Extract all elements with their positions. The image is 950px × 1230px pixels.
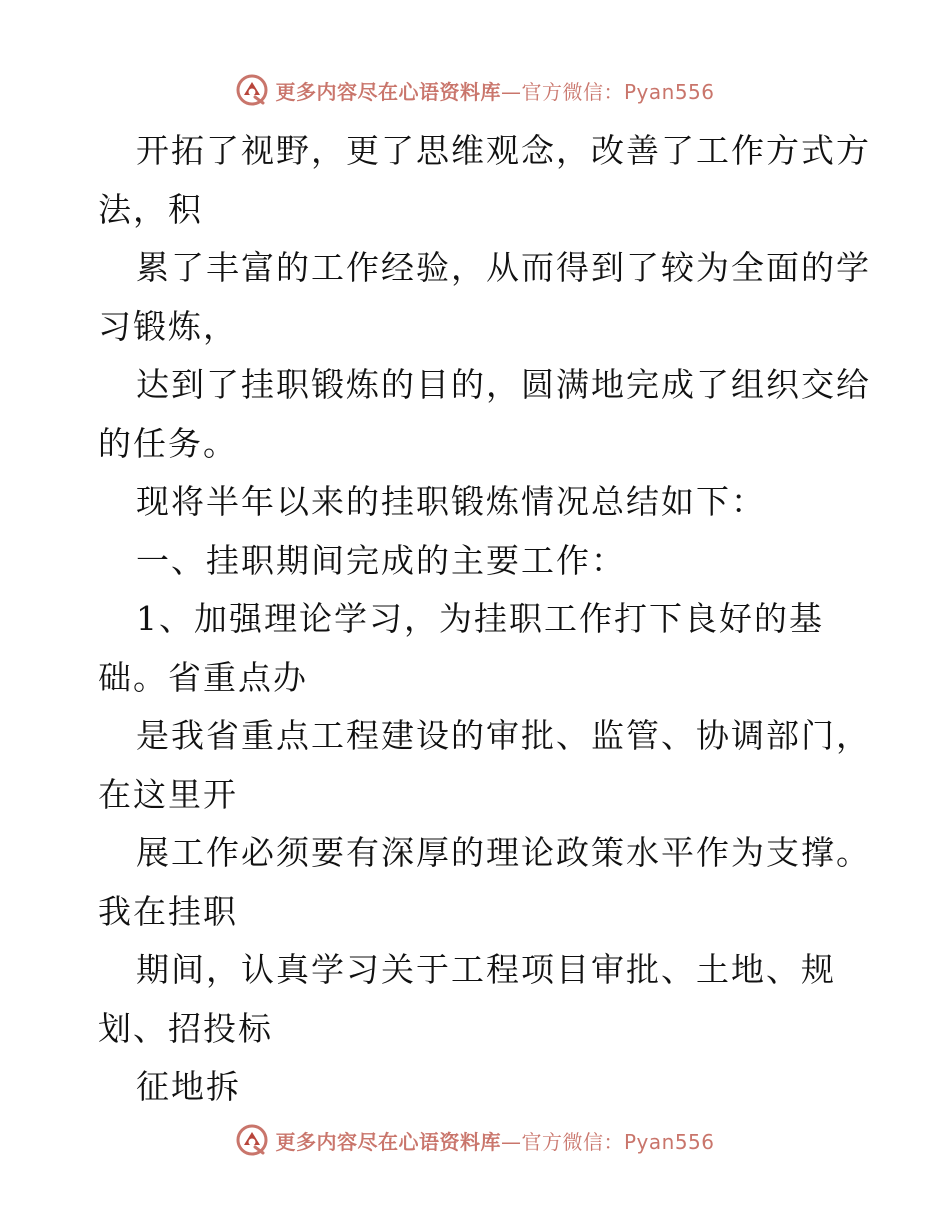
- body-line: 础。省重点办: [98, 657, 308, 697]
- footer-banner: [0, 1120, 950, 1160]
- logo-seal-icon: [235, 1123, 269, 1157]
- body-line: 征地拆: [136, 1067, 241, 1106]
- body-line: 的任务。: [98, 423, 238, 463]
- footer-banner-id: Pyan556: [623, 1129, 715, 1154]
- footer-banner-sub: 官方微信：: [521, 1129, 624, 1154]
- body-line: 现将半年以来的挂职锻炼情况总结如下：: [136, 482, 766, 521]
- header-banner: [0, 70, 950, 110]
- header-banner-main: 更多内容尽在心语资料库: [275, 79, 501, 104]
- header-banner-text: [275, 76, 714, 105]
- header-banner-dash: —: [500, 79, 522, 104]
- logo-seal-icon: [235, 73, 269, 107]
- section-heading: 一、挂职期间完成的主要工作：: [136, 540, 626, 580]
- footer-banner-dash: —: [500, 1129, 522, 1154]
- body-line: 开拓了视野，更了思维观念，改善了工作方式方: [136, 131, 871, 170]
- subsection-heading: 1、加强理论学习，为挂职工作打下良好的基: [136, 599, 824, 638]
- body-line: 习锻炼，: [98, 306, 238, 346]
- body-line: 法，积: [98, 189, 203, 229]
- footer-banner-text: [275, 1126, 714, 1155]
- body-line: 我在挂职: [98, 891, 238, 931]
- document-body: [98, 122, 871, 1117]
- body-line: 划、招投标: [98, 1008, 273, 1048]
- header-banner-id: Pyan556: [623, 79, 715, 104]
- body-line: 是我省重点工程建设的审批、监管、协调部门，: [136, 716, 871, 755]
- body-line: 展工作必须要有深厚的理论政策水平作为支撑。: [136, 833, 871, 872]
- footer-banner-main: 更多内容尽在心语资料库: [275, 1129, 501, 1154]
- body-line: 达到了挂职锻炼的目的，圆满地完成了组织交给: [136, 365, 871, 404]
- body-line: 在这里开: [98, 774, 238, 814]
- header-banner-sub: 官方微信：: [521, 79, 624, 104]
- body-line: 期间，认真学习关于工程项目审批、土地、规: [136, 950, 836, 989]
- body-line: 累了丰富的工作经验，从而得到了较为全面的学: [136, 248, 871, 287]
